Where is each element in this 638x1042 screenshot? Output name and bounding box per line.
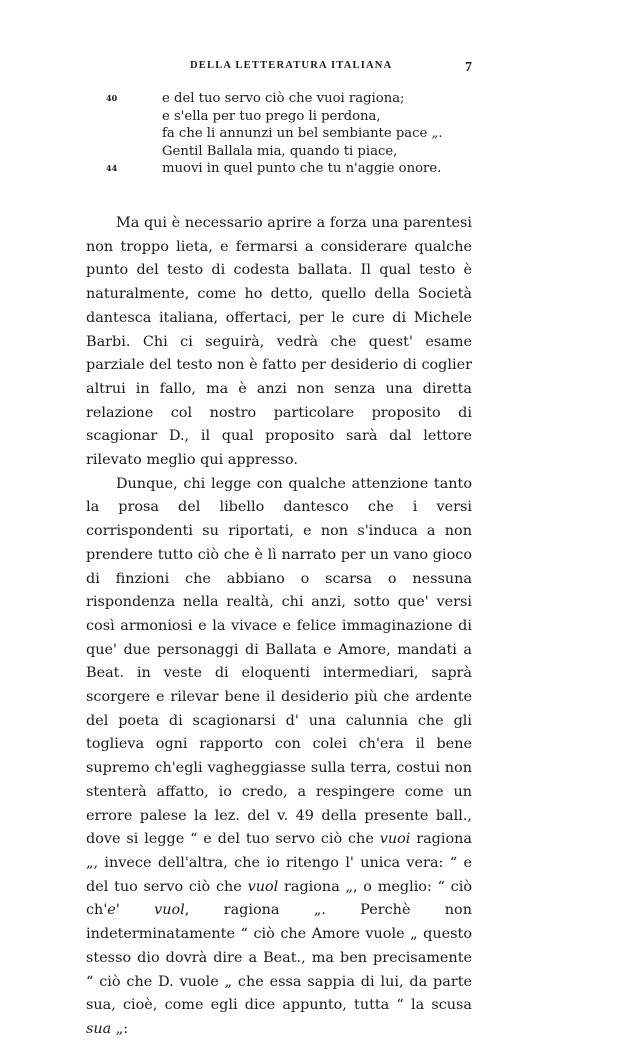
verse-line <box>106 108 486 126</box>
text-run: ragiona „, o meglio: “ ciò ch' <box>86 878 472 919</box>
verse-text: e del tuo servo ciò che vuoi ragiona; <box>162 91 405 106</box>
verse-text: fa che li annunzi un bel sembiante pace „. <box>162 126 443 141</box>
text-run: , ragiona „. Perchè non indeterminatamente “ ciò che Amore vuole „ questo stesso dio dovrà dire a Beat., ma ben precisamente “ ciò che D. vuole „ che essa sappia di lui, da parte sua, cioè, come egli dice appunto, tutta “ la scusa <box>86 902 472 1014</box>
poem-excerpt <box>106 90 486 178</box>
body-text <box>86 212 472 1042</box>
italic-word: sua <box>86 1020 112 1037</box>
verse-line <box>106 90 486 108</box>
verse-number: 40 <box>106 93 118 103</box>
italic-word: vuoi <box>379 831 411 848</box>
text-run: ragiona „, invece dell'altra, che io ritengo l' unica vera: “ e del tuo servo ciò che <box>86 831 473 895</box>
italic-word: e' vuol <box>107 902 185 919</box>
verse-line <box>106 125 486 143</box>
verse-line <box>106 143 486 161</box>
paragraph <box>86 473 472 1042</box>
page-number: 7 <box>465 60 472 75</box>
text-run: „: <box>111 1020 129 1037</box>
verse-text: e s'ella per tuo prego li perdona, <box>162 108 381 124</box>
verse-text: muovi in quel punto che tu n'aggie onore. <box>162 161 442 176</box>
verse-line <box>106 160 486 178</box>
paragraph: Ma qui è necessario aprire a forza una parentesi non troppo lieta, e fermarsi a considerare qualche punto del testo di codesta ballata. Il qual testo è naturalmente, come ho detto, quello della Società dantesca italiana, offertaci, per le cure di Michele Barbi. Chi ci seguirà, vedrà che quest' esame parziale del testo non è fatto per desiderio di coglier altrui in fallo, ma è anzi non senza una diretta relazione col nostro particolare proposito di scagionar D., il qual proposito sarà dal lettore rilevato meglio qui appresso. <box>86 215 472 469</box>
italic-word: vuol <box>247 878 279 895</box>
verse-number: 44 <box>106 163 118 173</box>
verse-text: Gentil Ballala mia, quando ti piace, <box>162 143 398 159</box>
text-run: Dunque, chi legge con qualche attenzione tanto la prosa del libello dantesco che i versi corrispondenti su riportati, e non s'induca a non prendere tutto ciò che è lì narrato per un vano gioco di finzioni che abbiano o scarsa o nessuna rispondenza nella realtà, chi anzi, sotto que' versi così armoniosi e la vivace e felice immaginazione di que' due personaggi di Ballata e Amore, mandati a Beat. in veste di eloquenti intermediari, saprà scorgere e rilevar bene il desiderio più che ardente del poeta di scagionarsi d' una calunnia che gli toglieva ogni rapporto con colei ch'era il bene supremo ch'egli vagheggiasse sulla terra, costui non stenterà affatto, io credo, a respingere come un errore palese la lez. del v. 49 della presente ball., dove si legge “ e del tuo servo ciò che <box>86 475 472 848</box>
running-head-title: DELLA LETTERATURA ITALIANA <box>190 60 393 71</box>
